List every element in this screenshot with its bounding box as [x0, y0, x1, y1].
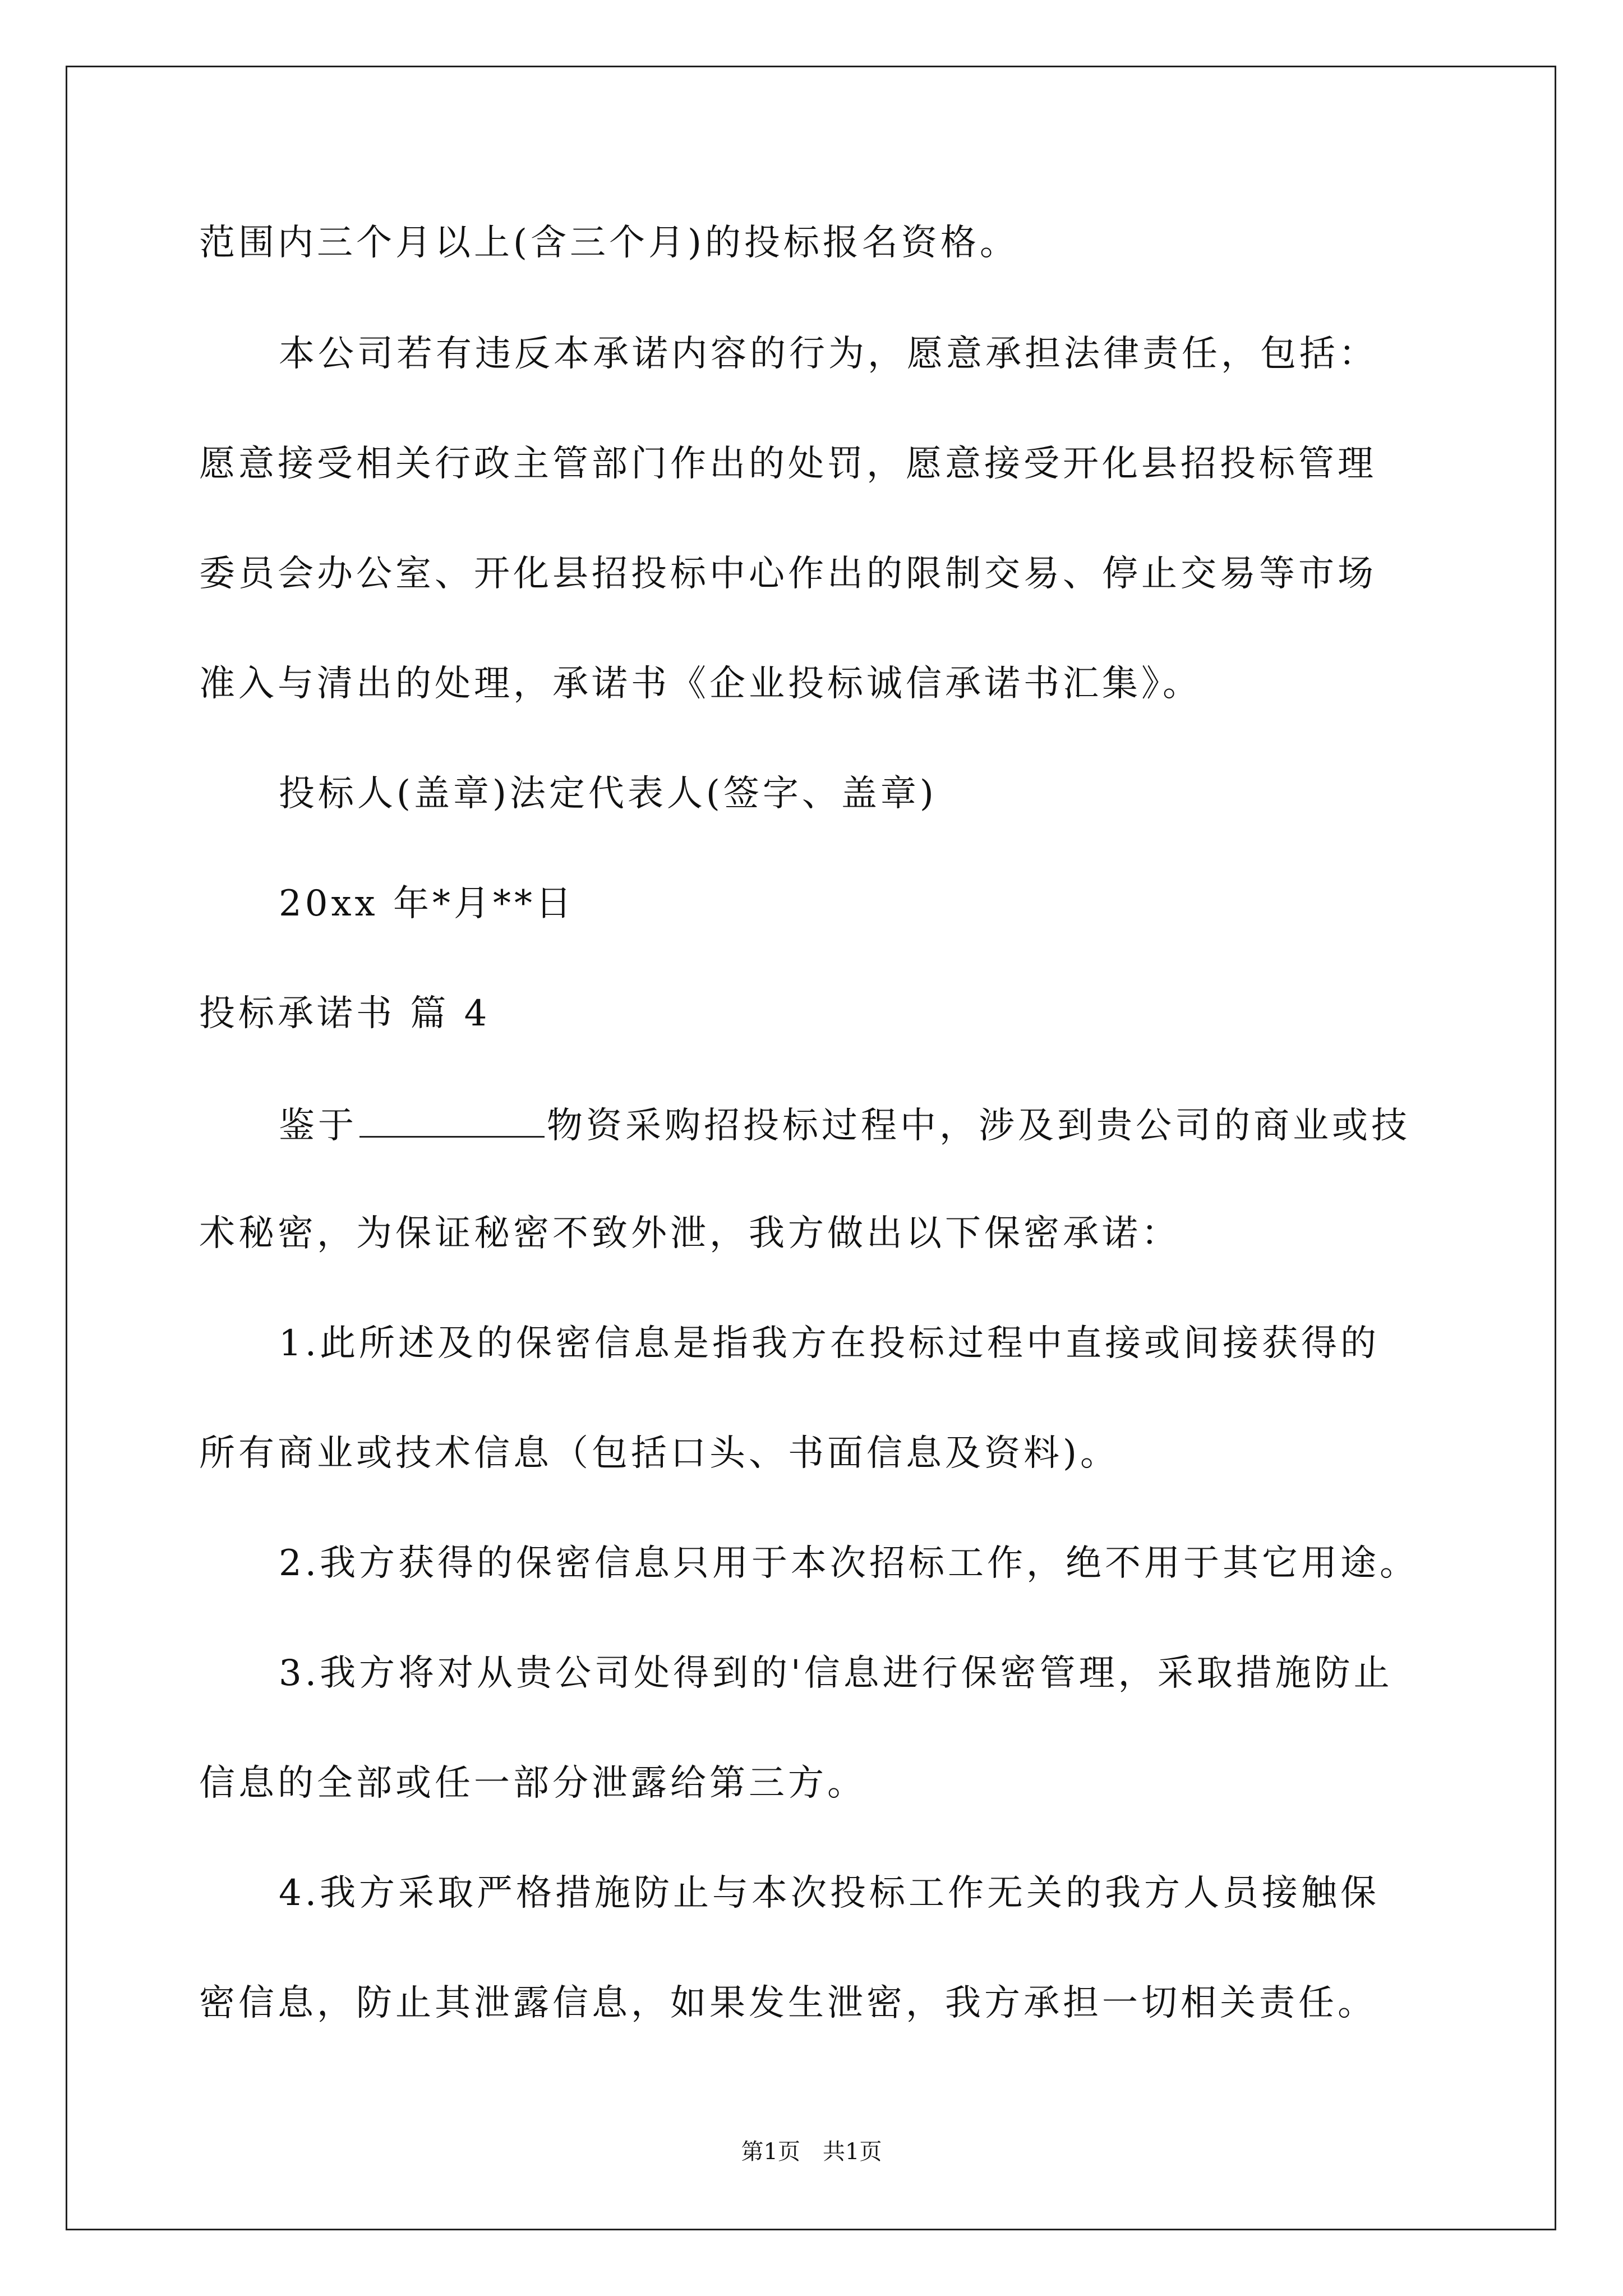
text-line: 所有商业或技术信息（包括口头、书面信息及资料)。	[199, 1433, 1119, 1474]
page-footer: 第1页 共1页	[741, 2139, 882, 2165]
text-line: 信息的全部或任一部分泄露给第三方。	[199, 1763, 866, 1804]
text-line: 范围内三个月以上(含三个月)的投标报名资格。	[199, 222, 1019, 264]
text-fragment: 鉴于	[279, 1105, 357, 1147]
text-line: 愿意接受相关行政主管部门作出的处罚，愿意接受开化县招投标管理	[199, 443, 1377, 485]
text-line: 2.我方获得的保密信息只用于本次招标工作，绝不用于其它用途。	[279, 1543, 1419, 1584]
signature-line: 投标人(盖章)法定代表人(签字、盖章)	[279, 773, 937, 815]
text-line: 4.我方采取严格措施防止与本次投标工作无关的我方人员接触保	[279, 1872, 1380, 1914]
text-line: 准入与清出的处理，承诺书《企业投标诚信承诺书汇集》。	[199, 663, 1202, 705]
text-fragment: 物资采购招投标过程中，涉及到贵公司的商业或技	[547, 1105, 1410, 1147]
text-line: 术秘密，为保证秘密不致外泄，我方做出以下保密承诺：	[199, 1213, 1181, 1254]
date-line: 20xx 年*月**日	[279, 883, 575, 924]
text-line: 3.我方将对从贵公司处得到的'信息进行保密管理，采取措施防止	[279, 1653, 1393, 1694]
text-line	[279, 1101, 1410, 1148]
section-heading: 投标承诺书 篇 4	[199, 993, 491, 1034]
text-line: 密信息，防止其泄露信息，如果发生泄密，我方承担一切相关责任。	[199, 1982, 1377, 2024]
text-line: 委员会办公室、开化县招投标中心作出的限制交易、停止交易等市场	[199, 553, 1377, 595]
fill-in-blank	[359, 1101, 545, 1138]
text-line: 本公司若有违反本承诺内容的行为，愿意承担法律责任，包括：	[279, 333, 1378, 375]
text-line: 1.此所述及的保密信息是指我方在投标过程中直接或间接获得的	[279, 1323, 1380, 1364]
